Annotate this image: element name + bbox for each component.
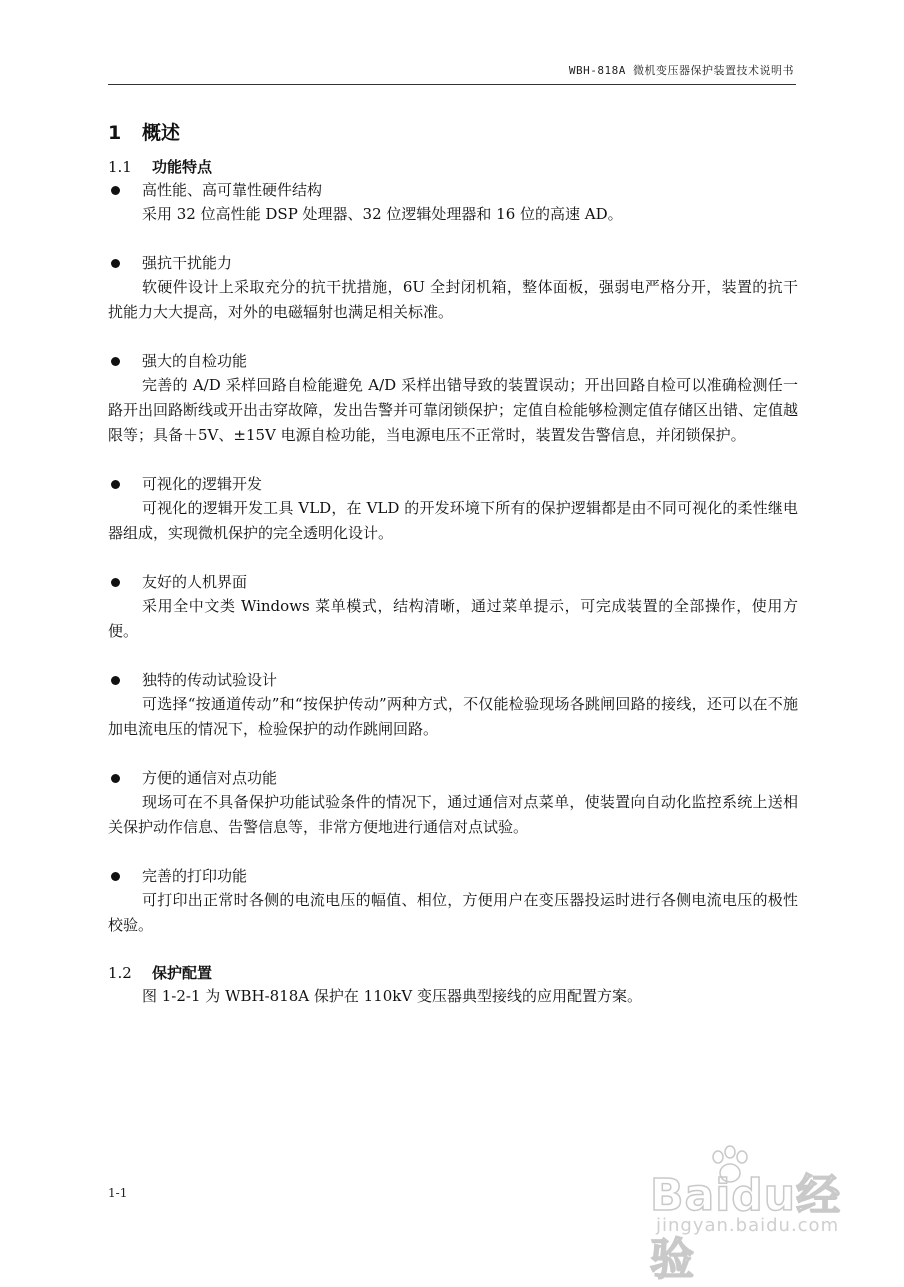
feature-item (108, 766, 798, 840)
feature-item (108, 570, 798, 644)
section-1-1-number: 1.1 (108, 158, 132, 176)
feature-heading: 可视化的逻辑开发 (142, 475, 263, 493)
watermark-brand: Baidu经验 (650, 1170, 842, 1285)
section-1-1-heading (108, 156, 798, 178)
page-number: 1-1 (108, 1186, 128, 1200)
bullet-icon (111, 676, 120, 685)
bullet-icon (111, 259, 120, 268)
feature-heading: 方便的通信对点功能 (142, 769, 278, 787)
header-rule (108, 84, 796, 85)
section-1-1-title: 功能特点 (152, 158, 213, 176)
feature-heading: 强大的自检功能 (142, 352, 248, 370)
bullet-icon (111, 578, 120, 587)
section-1-2-body: 图 1-2-1 为 WBH-818A 保护在 110kV 变压器典型接线的应用配置方案。 (142, 987, 642, 1005)
feature-body: 软硬件设计上采取充分的抗干扰措施，6U 全封闭机箱，整体面板，强弱电严格分开，装置的抗干扰能力大大提高，对外的电磁辐射也满足相关标准。 (108, 278, 798, 321)
feature-body: 现场可在不具备保护功能试验条件的情况下，通过通信对点菜单，使装置向自动化监控系统上送相关保护动作信息、告警信息等，非常方便地进行通信对点试验。 (108, 793, 798, 836)
baidu-jingyan-watermark (650, 1145, 850, 1285)
feature-heading: 完善的打印功能 (142, 867, 248, 885)
bullet-icon (111, 774, 120, 783)
bullet-icon (111, 480, 120, 489)
feature-heading: 强抗干扰能力 (142, 254, 233, 272)
feature-item (108, 178, 798, 227)
section-1-2-number: 1.2 (108, 964, 132, 982)
bullet-icon (111, 186, 120, 195)
feature-heading: 高性能、高可靠性硬件结构 (142, 181, 323, 199)
feature-item (108, 668, 798, 742)
feature-body: 可打印出正常时各侧的电流电压的幅值、相位，方便用户在变压器投运时进行各侧电流电压的极性校验。 (108, 891, 798, 934)
feature-body: 完善的 A/D 采样回路自检能避免 A/D 采样出错导致的装置误动；开出回路自检可以准确检测任一路开出回路断线或开出击穿故障，发出告警并可靠闭锁保护；定值自检能够检测定值存储区出错、定值越限等；具备＋5V、±15V 电源自检功能，当电源电压不正常时，装置发告警信息，并闭锁保护。 (108, 376, 799, 444)
watermark-url: jingyan.baidu.com (656, 1215, 840, 1236)
section-1-title: 概述 (142, 122, 181, 144)
feature-item (108, 349, 798, 448)
page-content (108, 118, 798, 1009)
running-header: WBH-818A 微机变压器保护装置技术说明书 (568, 64, 794, 77)
feature-heading: 友好的人机界面 (142, 573, 248, 591)
section-1-heading (108, 118, 798, 148)
feature-body: 采用 32 位高性能 DSP 处理器、32 位逻辑处理器和 16 位的高速 AD。 (142, 205, 623, 223)
section-1-number: 1 (108, 122, 122, 144)
feature-item (108, 251, 798, 325)
feature-body: 采用全中文类 Windows 菜单模式，结构清晰，通过菜单提示，可完成装置的全部操作，使用方便。 (108, 597, 798, 640)
feature-item (108, 472, 798, 546)
section-1-2-heading (108, 962, 798, 984)
feature-body: 可视化的逻辑开发工具 VLD，在 VLD 的开发环境下所有的保护逻辑都是由不同可视化的柔性继电器组成，实现微机保护的完全透明化设计。 (108, 499, 798, 542)
section-1-2-title: 保护配置 (152, 964, 213, 982)
bullet-icon (111, 872, 120, 881)
feature-body: 可选择“按通道传动”和“按保护传动”两种方式，不仅能检验现场各跳闸回路的接线，还可以在不施加电流电压的情况下，检验保护的动作跳闸回路。 (108, 695, 798, 738)
feature-item (108, 864, 798, 938)
feature-heading: 独特的传动试验设计 (142, 671, 278, 689)
bullet-icon (111, 357, 120, 366)
